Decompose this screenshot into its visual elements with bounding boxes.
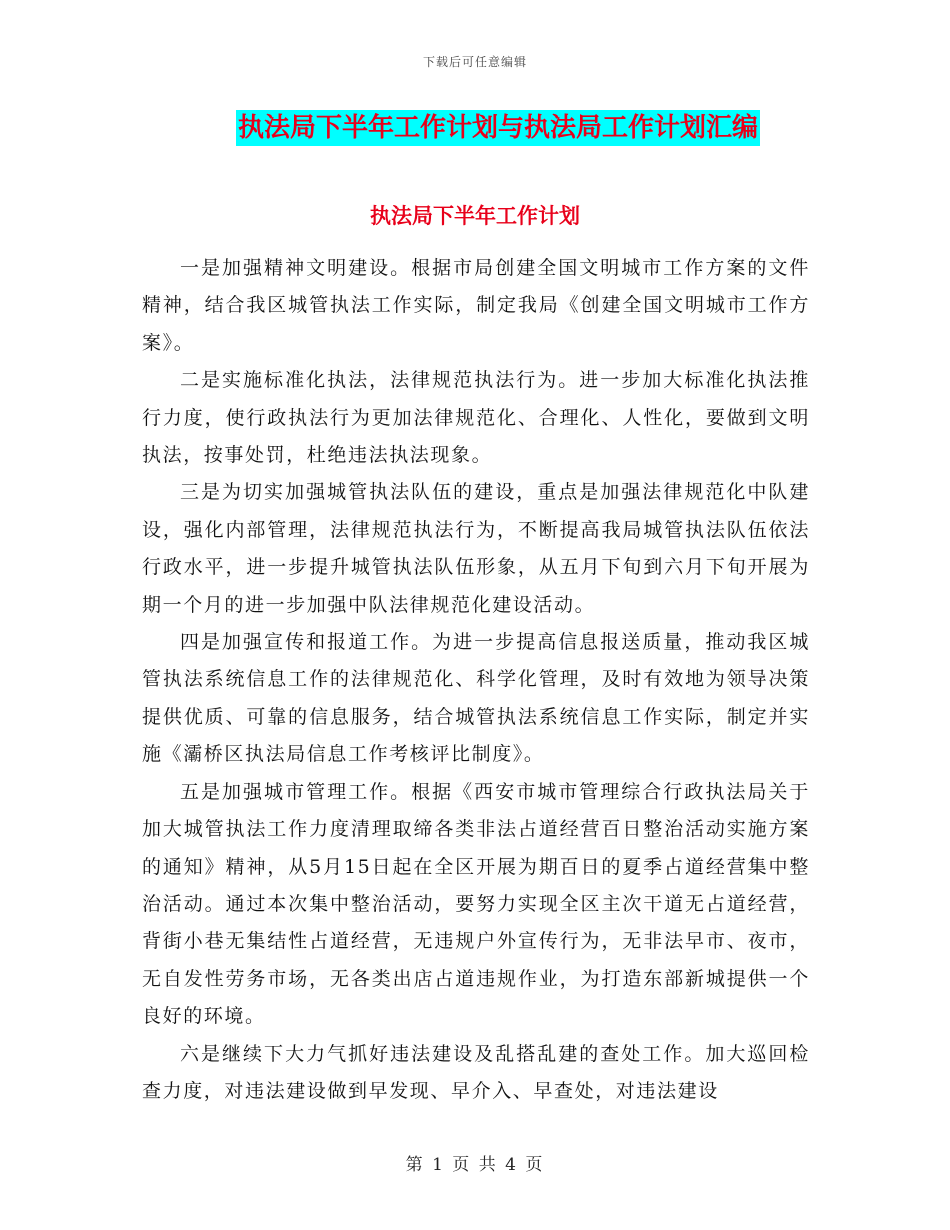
main-title-container — [0, 110, 950, 146]
paragraph-2: 二是实施标准化执法，法律规范执法行为。进一步加大标准化执法推行力度，使行政执法行为更加法律规范化、合理化、人性化，要做到文明执法，按事处罚，杜绝违法执法现象。 — [142, 369, 810, 467]
section-title: 执法局下半年工作计划 — [370, 203, 580, 228]
paragraph-6: 六是继续下大力气抓好违法建设及乱搭乱建的查处工作。加大巡回检查力度，对违法建设做到早发现、早介入、早查处，对违法建设 — [142, 1042, 810, 1102]
document-body — [142, 250, 810, 1110]
paragraph-4: 四是加强宣传和报道工作。为进一步提高信息报送质量，推动我区城管执法系统信息工作的法律规范化、科学化管理，及时有效地为领导决策提供优质、可靠的信息服务，结合城管执法系统信息工作实际，制定并实施《灞桥区执法局信息工作考核评比制度》。 — [142, 631, 810, 766]
header-note: 下载后可任意编辑 — [422, 55, 527, 69]
main-title: 执法局下半年工作计划与执法局工作计划汇编 — [236, 110, 760, 146]
paragraph-5: 五是加强城市管理工作。根据《西安市城市管理综合行政执法局关于加大城管执法工作力度清理取缔各类非法占道经营百日整治活动实施方案的通知》精神，从5月15日起在全区开展为期百日的夏季占道经营集中整治活动。通过本次集中整治活动，要努力实现全区主次干道无占道经营，背街小巷无集结性占道经营，无违规户外宣传行为，无非法早市、夜市，无自发性劳务市场，无各类出店占道违规作业，为打造东部新城提供一个良好的环境。 — [142, 780, 810, 1028]
page-number-footer: 第 1 页 共 4 页 — [405, 1155, 545, 1175]
paragraph-1: 一是加强精神文明建设。根据市局创建全国文明城市工作方案的文件精神，结合我区城管执法工作实际，制定我局《创建全国文明城市工作方案》。 — [142, 257, 810, 354]
paragraph-3: 三是为切实加强城管执法队伍的建设，重点是加强法律规范化中队建设，强化内部管理，法律规范执法行为，不断提高我局城管执法队伍依法行政水平，进一步提升城管执法队伍形象，从五月下旬到六月下旬开展为期一个月的进一步加强中队法律规范化建设活动。 — [142, 481, 810, 616]
